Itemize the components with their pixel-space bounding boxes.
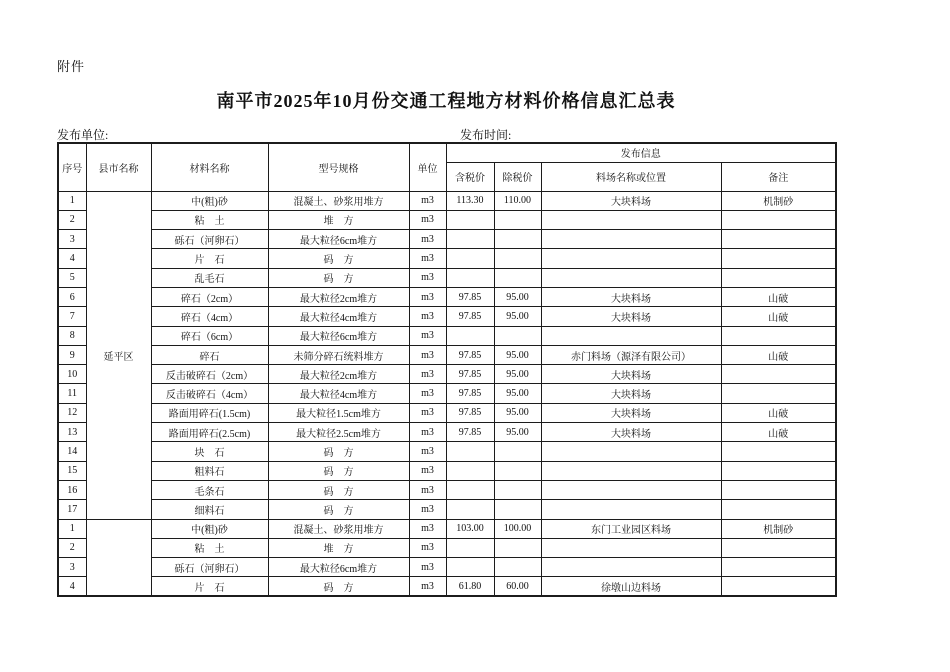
price-without-tax-cell: 95.00 (494, 307, 541, 326)
spec-cell: 未筛分碎石统料堆方 (268, 345, 409, 364)
material-cell: 碎石（6cm） (151, 326, 268, 345)
seq-cell: 11 (58, 384, 86, 403)
yard-cell: 徐墩山边料场 (541, 577, 721, 596)
price-table-body (58, 191, 836, 596)
spec-cell: 最大粒径4cm堆方 (268, 307, 409, 326)
remark-cell: 机制砂 (721, 191, 836, 210)
yard-cell (541, 442, 721, 461)
spec-cell: 混凝土、砂浆用堆方 (268, 519, 409, 538)
yard-cell (541, 500, 721, 519)
table-row (58, 345, 836, 364)
spec-cell: 最大粒径6cm堆方 (268, 558, 409, 577)
table-row (58, 210, 836, 229)
spec-cell: 最大粒径2cm堆方 (268, 287, 409, 306)
price-without-tax-cell: 95.00 (494, 345, 541, 364)
yard-cell (541, 268, 721, 287)
seq-cell: 2 (58, 210, 86, 229)
price-with-tax-cell: 61.80 (446, 577, 494, 596)
col-header-info-group: 发布信息 (446, 143, 836, 162)
price-without-tax-cell (494, 268, 541, 287)
yard-cell: 大块料场 (541, 403, 721, 422)
material-cell: 碎石（4cm） (151, 307, 268, 326)
material-cell: 粘 土 (151, 210, 268, 229)
table-row (58, 365, 836, 384)
yard-cell: 大块料场 (541, 365, 721, 384)
material-cell: 中(粗)砂 (151, 519, 268, 538)
unit-cell: m3 (409, 249, 446, 268)
col-header-material: 材料名称 (151, 143, 268, 191)
seq-cell: 1 (58, 191, 86, 210)
unit-cell: m3 (409, 210, 446, 229)
remark-cell (721, 538, 836, 557)
seq-cell: 3 (58, 558, 86, 577)
col-header-unit: 单位 (409, 143, 446, 191)
yard-cell: 东门工业园区料场 (541, 519, 721, 538)
col-header-spec: 型号规格 (268, 143, 409, 191)
spec-cell: 最大粒径4cm堆方 (268, 384, 409, 403)
publisher-label: 发布单位: (57, 128, 109, 142)
seq-cell: 1 (58, 519, 86, 538)
spec-cell: 码 方 (268, 442, 409, 461)
table-row (58, 500, 836, 519)
seq-cell: 13 (58, 423, 86, 442)
table-row (58, 442, 836, 461)
publish-time-label: 发布时间: (460, 128, 512, 142)
price-without-tax-cell (494, 461, 541, 480)
remark-cell (721, 500, 836, 519)
price-with-tax-cell (446, 230, 494, 249)
unit-cell: m3 (409, 191, 446, 210)
table-row (58, 249, 836, 268)
price-without-tax-cell (494, 210, 541, 229)
material-cell: 反击破碎石（4cm） (151, 384, 268, 403)
spec-cell: 堆 方 (268, 210, 409, 229)
price-without-tax-cell: 95.00 (494, 287, 541, 306)
remark-cell: 山破 (721, 423, 836, 442)
spec-cell: 最大粒径2cm堆方 (268, 365, 409, 384)
price-with-tax-cell: 97.85 (446, 287, 494, 306)
table-row (58, 326, 836, 345)
material-cell: 路面用碎石(1.5cm) (151, 403, 268, 422)
yard-cell (541, 210, 721, 229)
page-title: 南平市2025年10月份交通工程地方材料价格信息汇总表 (216, 91, 676, 111)
price-with-tax-cell (446, 210, 494, 229)
unit-cell: m3 (409, 365, 446, 384)
spec-cell: 码 方 (268, 249, 409, 268)
unit-cell: m3 (409, 423, 446, 442)
seq-cell: 8 (58, 326, 86, 345)
table-row (58, 403, 836, 422)
remark-cell (721, 268, 836, 287)
unit-cell: m3 (409, 403, 446, 422)
price-without-tax-cell (494, 230, 541, 249)
col-header-price-with-tax: 含税价 (446, 162, 494, 191)
unit-cell: m3 (409, 461, 446, 480)
price-with-tax-cell: 97.85 (446, 423, 494, 442)
price-table (57, 142, 837, 597)
spec-cell: 码 方 (268, 461, 409, 480)
yard-cell (541, 249, 721, 268)
spec-cell: 最大粒径6cm堆方 (268, 230, 409, 249)
yard-cell (541, 538, 721, 557)
seq-cell: 7 (58, 307, 86, 326)
material-cell: 碎石 (151, 345, 268, 364)
table-row (58, 384, 836, 403)
seq-cell: 17 (58, 500, 86, 519)
price-without-tax-cell: 95.00 (494, 384, 541, 403)
remark-cell (721, 461, 836, 480)
col-header-seq: 序号 (58, 143, 86, 191)
table-row (58, 558, 836, 577)
yard-cell (541, 480, 721, 499)
price-without-tax-cell: 60.00 (494, 577, 541, 596)
price-with-tax-cell: 97.85 (446, 307, 494, 326)
yard-cell: 大块料场 (541, 307, 721, 326)
material-cell: 片 石 (151, 577, 268, 596)
remark-cell: 山破 (721, 403, 836, 422)
price-with-tax-cell: 113.30 (446, 191, 494, 210)
price-with-tax-cell (446, 558, 494, 577)
remark-cell (721, 384, 836, 403)
material-cell: 反击破碎石（2cm） (151, 365, 268, 384)
spec-cell: 码 方 (268, 577, 409, 596)
price-with-tax-cell (446, 538, 494, 557)
price-with-tax-cell (446, 461, 494, 480)
attachment-label: 附件 (57, 59, 86, 74)
unit-cell: m3 (409, 577, 446, 596)
material-cell: 碎石（2cm） (151, 287, 268, 306)
unit-cell: m3 (409, 384, 446, 403)
seq-cell: 5 (58, 268, 86, 287)
unit-cell: m3 (409, 519, 446, 538)
price-with-tax-cell (446, 249, 494, 268)
price-without-tax-cell: 95.00 (494, 365, 541, 384)
spec-cell: 码 方 (268, 500, 409, 519)
remark-cell (721, 365, 836, 384)
remark-cell: 山破 (721, 307, 836, 326)
spec-cell: 码 方 (268, 480, 409, 499)
col-header-remark: 备注 (721, 162, 836, 191)
price-without-tax-cell: 110.00 (494, 191, 541, 210)
unit-cell: m3 (409, 538, 446, 557)
remark-cell (721, 442, 836, 461)
table-row (58, 461, 836, 480)
unit-cell: m3 (409, 442, 446, 461)
seq-cell: 14 (58, 442, 86, 461)
unit-cell: m3 (409, 230, 446, 249)
price-with-tax-cell (446, 442, 494, 461)
spec-cell: 最大粒径6cm堆方 (268, 326, 409, 345)
table-row (58, 577, 836, 596)
material-cell: 片 石 (151, 249, 268, 268)
material-cell: 粘 土 (151, 538, 268, 557)
table-row (58, 268, 836, 287)
price-with-tax-cell: 97.85 (446, 345, 494, 364)
unit-cell: m3 (409, 287, 446, 306)
spec-cell: 最大粒径2.5cm堆方 (268, 423, 409, 442)
remark-cell: 山破 (721, 345, 836, 364)
table-row (58, 519, 836, 538)
county-cell (86, 519, 151, 596)
spec-cell: 码 方 (268, 268, 409, 287)
seq-cell: 6 (58, 287, 86, 306)
yard-cell: 赤门料场（源泽有限公司） (541, 345, 721, 364)
seq-cell: 4 (58, 577, 86, 596)
price-without-tax-cell: 95.00 (494, 423, 541, 442)
price-with-tax-cell (446, 480, 494, 499)
unit-cell: m3 (409, 345, 446, 364)
remark-cell (721, 249, 836, 268)
remark-cell (721, 326, 836, 345)
unit-cell: m3 (409, 326, 446, 345)
table-row (58, 287, 836, 306)
price-with-tax-cell (446, 326, 494, 345)
material-cell: 毛条石 (151, 480, 268, 499)
remark-cell: 山破 (721, 287, 836, 306)
remark-cell (721, 210, 836, 229)
material-cell: 中(粗)砂 (151, 191, 268, 210)
yard-cell: 大块料场 (541, 287, 721, 306)
yard-cell (541, 558, 721, 577)
seq-cell: 16 (58, 480, 86, 499)
material-cell: 路面用碎石(2.5cm) (151, 423, 268, 442)
yard-cell: 大块料场 (541, 384, 721, 403)
price-without-tax-cell: 100.00 (494, 519, 541, 538)
spec-cell: 堆 方 (268, 538, 409, 557)
material-cell: 砾石（河卵石） (151, 558, 268, 577)
seq-cell: 2 (58, 538, 86, 557)
remark-cell: 机制砂 (721, 519, 836, 538)
seq-cell: 9 (58, 345, 86, 364)
seq-cell: 4 (58, 249, 86, 268)
yard-cell: 大块料场 (541, 191, 721, 210)
col-header-county: 县市名称 (86, 143, 151, 191)
price-without-tax-cell (494, 500, 541, 519)
price-without-tax-cell (494, 480, 541, 499)
seq-cell: 12 (58, 403, 86, 422)
table-row (58, 423, 836, 442)
col-header-yard: 料场名称或位置 (541, 162, 721, 191)
remark-cell (721, 558, 836, 577)
price-without-tax-cell (494, 538, 541, 557)
price-without-tax-cell: 95.00 (494, 403, 541, 422)
material-cell: 砾石（河卵石） (151, 230, 268, 249)
yard-cell (541, 230, 721, 249)
unit-cell: m3 (409, 558, 446, 577)
price-with-tax-cell: 103.00 (446, 519, 494, 538)
yard-cell (541, 461, 721, 480)
price-without-tax-cell (494, 442, 541, 461)
unit-cell: m3 (409, 500, 446, 519)
price-with-tax-cell: 97.85 (446, 403, 494, 422)
material-cell: 粗料石 (151, 461, 268, 480)
yard-cell (541, 326, 721, 345)
price-without-tax-cell (494, 326, 541, 345)
seq-cell: 3 (58, 230, 86, 249)
material-cell: 块 石 (151, 442, 268, 461)
spec-cell: 混凝土、砂浆用堆方 (268, 191, 409, 210)
material-cell: 乱毛石 (151, 268, 268, 287)
unit-cell: m3 (409, 480, 446, 499)
table-row (58, 307, 836, 326)
seq-cell: 15 (58, 461, 86, 480)
table-row (58, 480, 836, 499)
col-header-price-without-tax: 除税价 (494, 162, 541, 191)
price-with-tax-cell (446, 268, 494, 287)
remark-cell (721, 480, 836, 499)
price-without-tax-cell (494, 558, 541, 577)
county-cell: 延平区 (86, 191, 151, 519)
material-cell: 细料石 (151, 500, 268, 519)
remark-cell (721, 577, 836, 596)
price-with-tax-cell (446, 500, 494, 519)
remark-cell (721, 230, 836, 249)
unit-cell: m3 (409, 268, 446, 287)
price-with-tax-cell: 97.85 (446, 384, 494, 403)
price-without-tax-cell (494, 249, 541, 268)
table-row (58, 230, 836, 249)
price-with-tax-cell: 97.85 (446, 365, 494, 384)
table-row (58, 538, 836, 557)
spec-cell: 最大粒径1.5cm堆方 (268, 403, 409, 422)
unit-cell: m3 (409, 307, 446, 326)
yard-cell: 大块料场 (541, 423, 721, 442)
table-row (58, 191, 836, 210)
seq-cell: 10 (58, 365, 86, 384)
